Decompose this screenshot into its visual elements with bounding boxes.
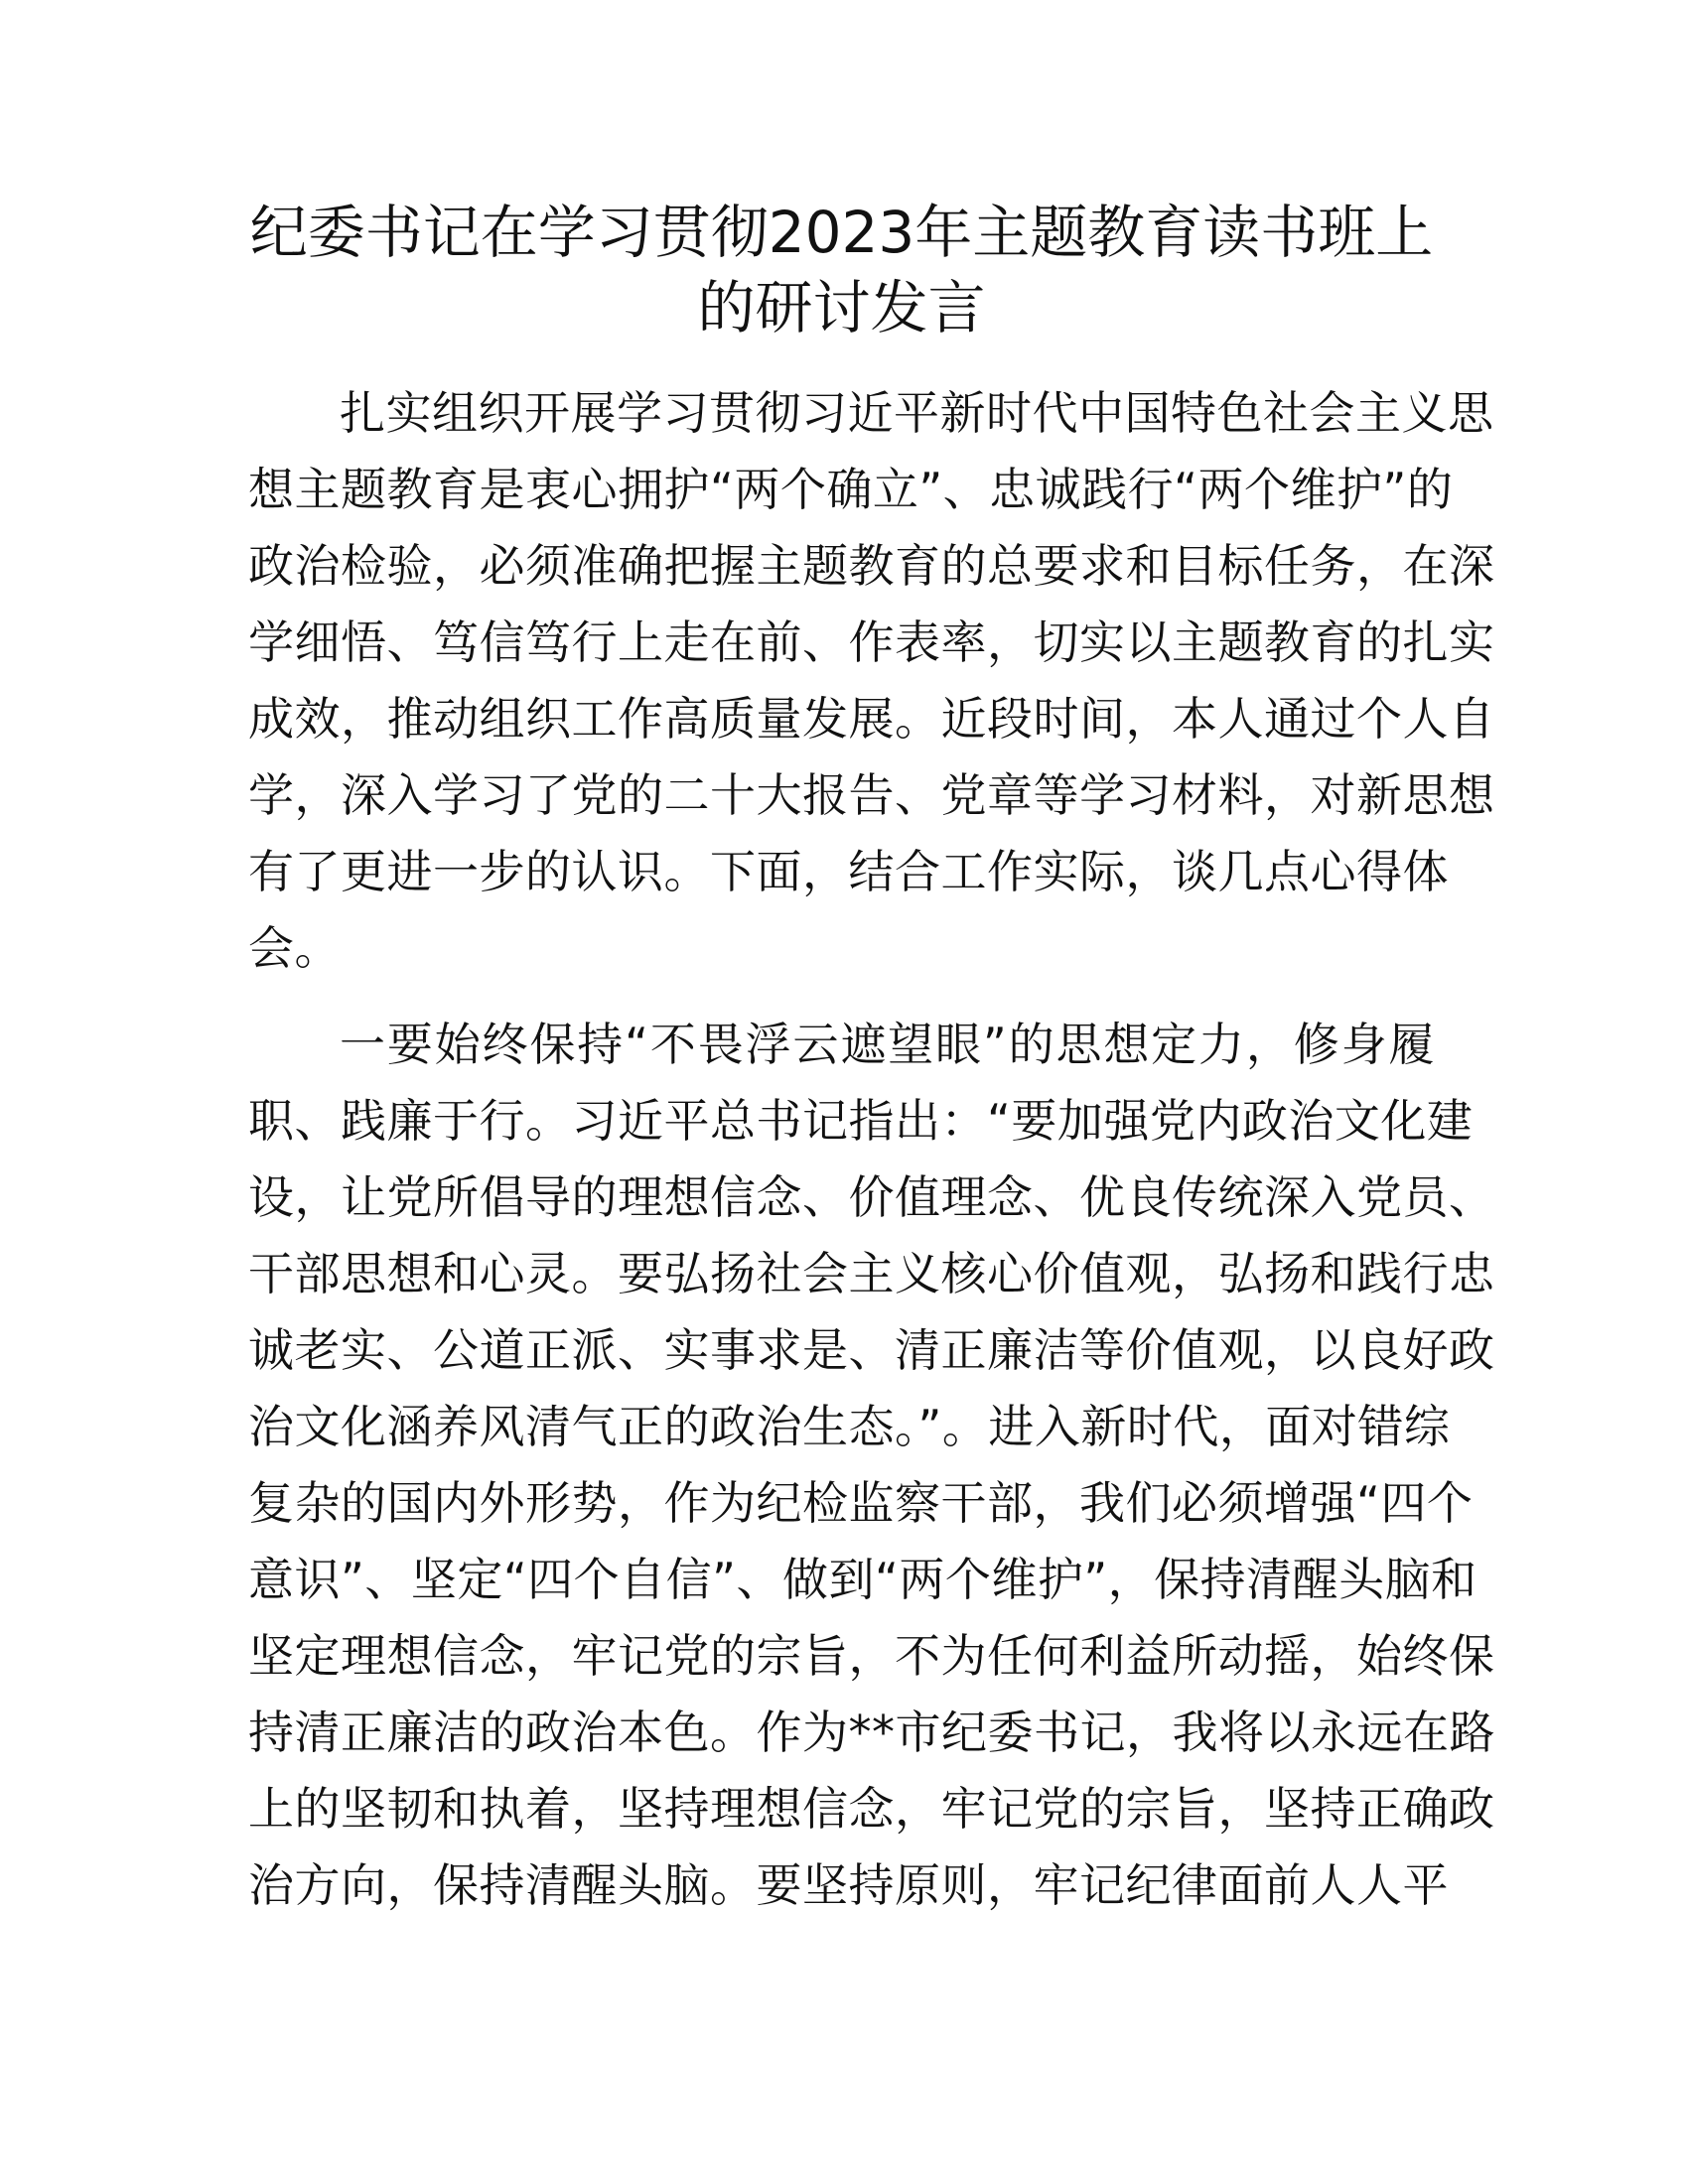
paragraph-line: 会。 bbox=[248, 921, 341, 975]
paragraph-line: 学，深入学习了党的二十大报告、党章等学习材料，对新思想 bbox=[248, 768, 1495, 822]
paragraph-line: 诚老实、公道正派、实事求是、清正廉洁等价值观，以良好政 bbox=[248, 1323, 1495, 1377]
title-line: 的研讨发言 bbox=[697, 274, 986, 341]
document-title bbox=[248, 195, 1435, 345]
paragraph-intro bbox=[248, 375, 1495, 987]
paragraph-line: 持清正廉洁的政治本色。作为**市纪委书记，我将以永远在路 bbox=[248, 1706, 1495, 1759]
paragraph-line: 治文化涵养风清气正的政治生态。”。进入新时代，面对错综 bbox=[248, 1400, 1451, 1453]
paragraph-line: 成效，推动组织工作高质量发展。近段时间，本人通过个人自 bbox=[248, 692, 1495, 746]
paragraph-line: 政治检验，必须准确把握主题教育的总要求和目标任务，在深 bbox=[248, 539, 1495, 593]
paragraph-point-one bbox=[248, 1007, 1495, 1924]
paragraph-line: 想主题教育是衷心拥护“两个确立”、忠诚践行“两个维护”的 bbox=[248, 463, 1454, 516]
paragraph-line: 有了更进一步的认识。下面，结合工作实际，谈几点心得体 bbox=[248, 845, 1449, 898]
title-line: 纪委书记在学习贯彻2023年主题教育读书班上 bbox=[249, 199, 1434, 266]
paragraph-line: 学细悟、笃信笃行上走在前、作表率，切实以主题教育的扎实 bbox=[248, 615, 1495, 669]
paragraph-line: 设，让党所倡导的理想信念、价值理念、优良传统深入党员、 bbox=[248, 1170, 1495, 1224]
paragraph-line: 扎实组织开展学习贯彻习近平新时代中国特色社会主义思 bbox=[340, 386, 1494, 440]
paragraph-line: 意识”、坚定“四个自信”、做到“两个维护”，保持清醒头脑和 bbox=[248, 1553, 1477, 1606]
paragraph-line: 一要始终保持“不畏浮云遮望眼”的思想定力，修身履 bbox=[340, 1018, 1435, 1071]
paragraph-line: 职、践廉于行。习近平总书记指出：“要加强党内政治文化建 bbox=[248, 1094, 1474, 1148]
paragraph-line: 治方向，保持清醒头脑。要坚持原则，牢记纪律面前人人平 bbox=[248, 1858, 1449, 1912]
paragraph-line: 坚定理想信念，牢记党的宗旨，不为任何利益所动摇，始终保 bbox=[248, 1629, 1495, 1683]
paragraph-line: 复杂的国内外形势，作为纪检监察干部，我们必须增强“四个 bbox=[248, 1476, 1474, 1530]
paragraph-line: 干部思想和心灵。要弘扬社会主义核心价值观，弘扬和践行忠 bbox=[248, 1247, 1495, 1300]
document-content bbox=[248, 195, 1495, 1924]
paragraph-line: 上的坚韧和执着，坚持理想信念，牢记党的宗旨，坚持正确政 bbox=[248, 1782, 1495, 1836]
